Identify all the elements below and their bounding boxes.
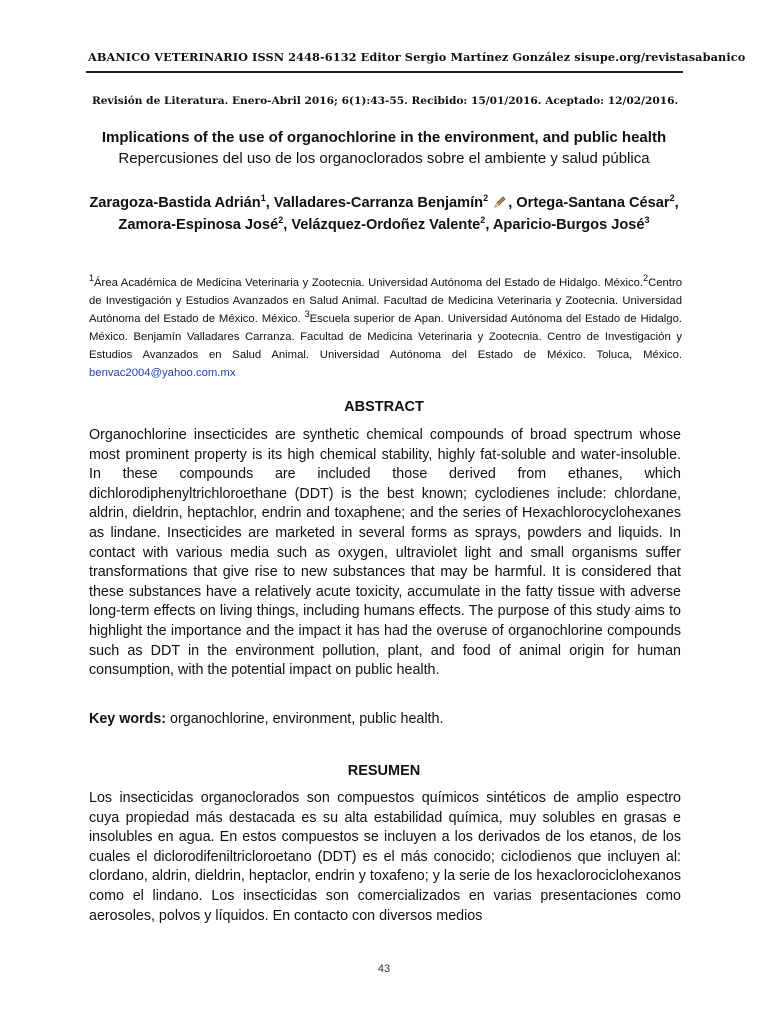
affiliation-superscript: 3 — [304, 309, 310, 320]
author-superscript: 1 — [260, 193, 266, 204]
affiliation-text: Área Académica de Medicina Veterinaria y Zootecnia. Universidad Autónoma del Estado de Hidalgo. México. — [94, 277, 644, 289]
title-spanish: Repercusiones del uso de los organoclorados sobre el ambiente y salud pública — [118, 150, 650, 167]
author-name: Zaragoza-Bastida Adrián — [89, 195, 261, 211]
author-superscript: 2 — [480, 215, 486, 226]
abstract-body: Organochlorine insecticides are synthetic chemical compounds of broad spectrum whose most prominent property is its high chemical stability, highly fat-soluble and water-insoluble. In these compounds are included those derived from ethanes, which dichlorodiphenyltrichloroethane (DDT) is the best known; cyclodienes include: chlordane, aldrin, dieldrin, heptachlor, endrin and toxaphene; and the series of Hexachlorocyclohexanes as lindane. Insecticides are marketed in several forms as sprays, powders and liquids. In contact with various media such as oxygen, ultraviolet light and small organisms suffer transformations that give rise to new substances that may be harmful. It is considered that these substances have a relatively acute toxicity, accumulate in the fatty tissue with adverse long-term effects on living things, including humans effects. The purpose of this study aims to highlight the importance and the impact it has had the overuse of organochlorine compounds such as DDT in the environment pollution, plant, and food of animal origin for human consumption, with the potential impact on public health. — [89, 427, 681, 679]
author-name: Zamora-Espinosa José — [118, 217, 279, 233]
author-name: Valladares-Carranza Benjamín — [273, 195, 484, 211]
header-divider — [86, 71, 683, 73]
affiliation-text: Centro de Investigación y Estudios Avanzados en Salud Animal. Facultad de Medicina Veterinaria y Zootecnia. Universidad Autónoma del Estado de México. México. — [89, 277, 682, 325]
affiliation-superscript: 2 — [643, 273, 649, 284]
revision-line: Revisión de Literatura. Enero-Abril 2016; 6(1):43-55. Recibido: 15/01/2016. Aceptado: 12/02/2016. — [92, 95, 679, 107]
affiliation-text: Escuela superior de Apan. Universidad Autónoma del Estado de Hidalgo. México. Benjamín Valladares Carranza. Facultad de Medicina Veterinaria y Zootecnia. Centro de Investigación y Estudios Avanzados en Salud Animal. Universidad Autónoma del Estado de México. Toluca, México. — [89, 312, 682, 361]
page-number: 43 — [377, 963, 391, 975]
pen-icon — [493, 194, 507, 208]
journal-header: ABANICO VETERINARIO ISSN 2448-6132 Editor Sergio Martínez González sisupe.org/revistasabanico — [88, 50, 746, 64]
resumen-heading: RESUMEN — [347, 763, 421, 779]
author-list: Zaragoza-Bastida Adrián$^1$, Valladares-Carranza Benjamín$^2$ , Ortega-Santana César$^2$, Zamora-Espinosa José$^2$, Velázquez-Ordoñez Valente$^2$, Aparicio-Burgos José$^3$ — [89, 193, 679, 233]
author-name: Velázquez-Ordoñez Valente — [291, 217, 481, 233]
author-superscript: 2 — [278, 215, 284, 226]
author-name: Ortega-Santana César — [516, 195, 670, 211]
keywords-text: organochlorine, environment, public health. — [170, 711, 444, 727]
affiliation-superscript: 1 — [89, 273, 95, 284]
author-superscript: 3 — [644, 215, 650, 226]
author-superscript: 2 — [483, 193, 489, 204]
author-superscript: 2 — [669, 193, 675, 204]
email-link[interactable]: benvac2004@yahoo.com.mx — [89, 366, 236, 379]
keywords-label: Key words: — [89, 711, 167, 727]
author-name: Aparicio-Burgos José — [492, 217, 645, 233]
affiliations — [89, 275, 682, 382]
keywords-line — [89, 711, 681, 727]
resumen-body: Los insecticidas organoclorados son compuestos químicos sintéticos de amplio espectro cuya propiedad más destacada es su alta estabilidad química, muy solubles en grasas e insolubles en agua. En estos compuestos se incluyen a los derivados de los etanos, de los cuales el diclorodifeniltricloroetano (DDT) es el más conocido; ciclodienos que incluyen al: clordano, aldrin, dieldrin, heptaclor, endrin y toxafeno; y la serie de los hexaclorociclohexanos como el lindano. Los insecticidas son comercializados en varias presentaciones como aerosoles, polvos y líquidos. En contacto con diversos medios — [89, 790, 681, 924]
title-english: Implications of the use of organochlorine in the environment, and public health — [101, 129, 667, 146]
abstract-heading: ABSTRACT — [344, 399, 424, 415]
